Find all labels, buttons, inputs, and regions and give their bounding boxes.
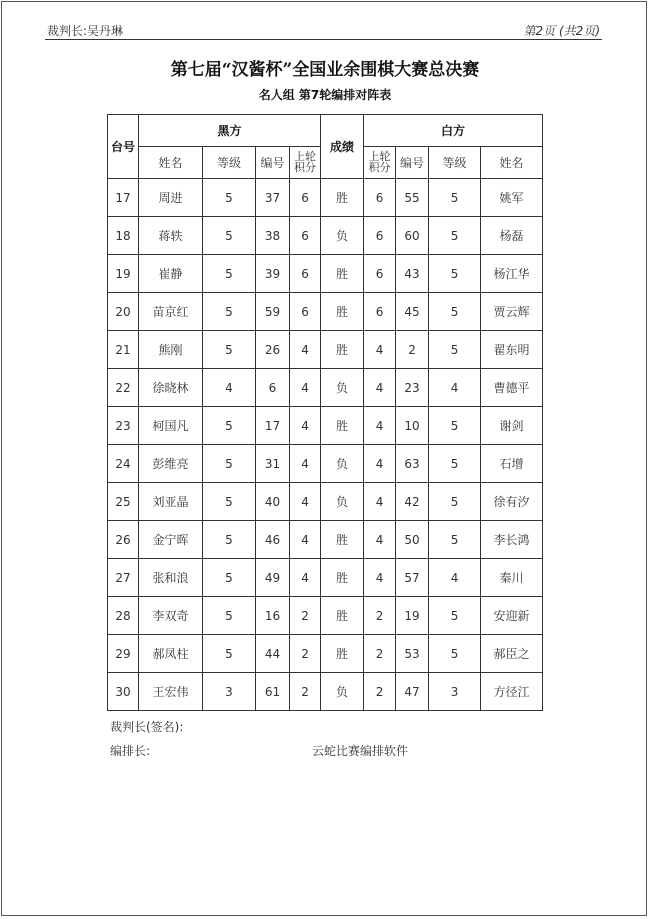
- cell-black-prev-score: 4: [290, 407, 321, 445]
- cell-black-prev-score: 4: [290, 369, 321, 407]
- cell-white-number: 53: [396, 635, 429, 673]
- cell-result: 胜: [321, 331, 364, 369]
- cell-black-number: 26: [256, 331, 290, 369]
- cell-black-number: 46: [256, 521, 290, 559]
- prev-score-top: 上轮: [294, 150, 316, 163]
- prev-score-bottom: 积分: [294, 161, 316, 174]
- cell-black-name: 柯国凡: [139, 407, 203, 445]
- cell-black-number: 44: [256, 635, 290, 673]
- table-row: [108, 255, 543, 293]
- cell-white-grade: 5: [429, 635, 481, 673]
- cell-black-name: 张和浪: [139, 559, 203, 597]
- col-white-group: 白方: [364, 115, 543, 147]
- cell-black-number: 59: [256, 293, 290, 331]
- table-row: [108, 521, 543, 559]
- cell-white-name: 方径江: [481, 673, 543, 711]
- cell-result: 胜: [321, 597, 364, 635]
- cell-result: 负: [321, 445, 364, 483]
- cell-white-prev-score: 4: [364, 407, 396, 445]
- cell-result: 负: [321, 217, 364, 255]
- cell-table-no: 20: [108, 293, 139, 331]
- cell-white-grade: 5: [429, 179, 481, 217]
- cell-white-name: 贾云辉: [481, 293, 543, 331]
- cell-black-grade: 5: [203, 407, 256, 445]
- cell-result: 胜: [321, 635, 364, 673]
- cell-white-name: 安迎新: [481, 597, 543, 635]
- cell-table-no: 30: [108, 673, 139, 711]
- col-black-grade: 等级: [203, 147, 256, 179]
- header-referee: 裁判长:吴丹琳: [47, 24, 124, 38]
- cell-black-name: 金宁晖: [139, 521, 203, 559]
- col-black-group: 黑方: [139, 115, 321, 147]
- cell-white-name: 谢剑: [481, 407, 543, 445]
- cell-black-number: 40: [256, 483, 290, 521]
- cell-black-number: 37: [256, 179, 290, 217]
- cell-black-grade: 5: [203, 293, 256, 331]
- cell-black-number: 49: [256, 559, 290, 597]
- cell-black-prev-score: 6: [290, 217, 321, 255]
- table-row: [108, 407, 543, 445]
- cell-table-no: 24: [108, 445, 139, 483]
- table-row: [108, 635, 543, 673]
- cell-black-number: 31: [256, 445, 290, 483]
- col-white-number: 编号: [396, 147, 429, 179]
- cell-black-grade: 5: [203, 217, 256, 255]
- cell-white-grade: 5: [429, 445, 481, 483]
- cell-white-number: 23: [396, 369, 429, 407]
- cell-table-no: 26: [108, 521, 139, 559]
- cell-white-number: 2: [396, 331, 429, 369]
- cell-white-number: 45: [396, 293, 429, 331]
- cell-white-prev-score: 4: [364, 369, 396, 407]
- table-row: [108, 217, 543, 255]
- cell-table-no: 22: [108, 369, 139, 407]
- cell-white-grade: 5: [429, 293, 481, 331]
- cell-white-number: 43: [396, 255, 429, 293]
- cell-black-number: 16: [256, 597, 290, 635]
- cell-black-name: 崔静: [139, 255, 203, 293]
- cell-result: 胜: [321, 179, 364, 217]
- cell-white-prev-score: 6: [364, 255, 396, 293]
- cell-white-prev-score: 6: [364, 217, 396, 255]
- table-row: [108, 483, 543, 521]
- cell-black-grade: 5: [203, 597, 256, 635]
- cell-white-name: 杨江华: [481, 255, 543, 293]
- cell-black-prev-score: 6: [290, 293, 321, 331]
- cell-white-prev-score: 6: [364, 179, 396, 217]
- cell-result: 胜: [321, 255, 364, 293]
- cell-white-grade: 5: [429, 217, 481, 255]
- cell-white-grade: 5: [429, 483, 481, 521]
- cell-black-prev-score: 2: [290, 597, 321, 635]
- document-subtitle: 名人组 第7轮编排对阵表: [258, 88, 392, 102]
- cell-black-prev-score: 2: [290, 635, 321, 673]
- cell-white-prev-score: 2: [364, 635, 396, 673]
- cell-white-number: 50: [396, 521, 429, 559]
- footer-arranger: 编排长:: [110, 744, 151, 758]
- cell-white-number: 57: [396, 559, 429, 597]
- table-row: [108, 673, 543, 711]
- table-row: [108, 293, 543, 331]
- cell-black-number: 38: [256, 217, 290, 255]
- cell-white-grade: 5: [429, 255, 481, 293]
- cell-white-prev-score: 4: [364, 445, 396, 483]
- cell-black-number: 61: [256, 673, 290, 711]
- cell-black-name: 李双奇: [139, 597, 203, 635]
- table-row: [108, 559, 543, 597]
- cell-white-number: 19: [396, 597, 429, 635]
- cell-table-no: 25: [108, 483, 139, 521]
- cell-black-prev-score: 4: [290, 559, 321, 597]
- cell-white-grade: 3: [429, 673, 481, 711]
- table-row: [108, 369, 543, 407]
- cell-table-no: 27: [108, 559, 139, 597]
- col-black-name: 姓名: [139, 147, 203, 179]
- cell-black-prev-score: 4: [290, 331, 321, 369]
- prev-score-top: 上轮: [368, 150, 391, 163]
- cell-white-name: 徐有汐: [481, 483, 543, 521]
- cell-black-name: 蒋轶: [139, 217, 203, 255]
- table-row: [108, 331, 543, 369]
- cell-table-no: 29: [108, 635, 139, 673]
- table-row: [108, 597, 543, 635]
- cell-black-name: 周进: [139, 179, 203, 217]
- cell-result: 胜: [321, 559, 364, 597]
- cell-white-number: 63: [396, 445, 429, 483]
- cell-black-grade: 5: [203, 255, 256, 293]
- cell-white-name: 秦川: [481, 559, 543, 597]
- cell-black-prev-score: 4: [290, 521, 321, 559]
- cell-black-grade: 5: [203, 521, 256, 559]
- cell-white-name: 郝臣之: [481, 635, 543, 673]
- cell-white-number: 60: [396, 217, 429, 255]
- cell-black-prev-score: 4: [290, 483, 321, 521]
- cell-white-grade: 4: [429, 369, 481, 407]
- cell-white-prev-score: 4: [364, 559, 396, 597]
- cell-table-no: 19: [108, 255, 139, 293]
- cell-result: 胜: [321, 521, 364, 559]
- cell-result: 胜: [321, 407, 364, 445]
- cell-black-grade: 5: [203, 179, 256, 217]
- cell-white-prev-score: 2: [364, 597, 396, 635]
- cell-table-no: 21: [108, 331, 139, 369]
- cell-black-prev-score: 6: [290, 179, 321, 217]
- cell-result: 胜: [321, 293, 364, 331]
- cell-result: 负: [321, 483, 364, 521]
- cell-table-no: 17: [108, 179, 139, 217]
- col-black-prev-score: [290, 147, 321, 179]
- col-white-grade: 等级: [429, 147, 481, 179]
- cell-white-name: 曹德平: [481, 369, 543, 407]
- prev-score-bottom: 积分: [368, 161, 391, 174]
- cell-black-name: 王宏伟: [139, 673, 203, 711]
- cell-black-number: 17: [256, 407, 290, 445]
- table-row: [108, 445, 543, 483]
- cell-white-prev-score: 6: [364, 293, 396, 331]
- cell-white-number: 10: [396, 407, 429, 445]
- cell-result: 负: [321, 369, 364, 407]
- cell-white-prev-score: 4: [364, 331, 396, 369]
- cell-black-grade: 5: [203, 445, 256, 483]
- cell-black-name: 徐晓林: [139, 369, 203, 407]
- cell-table-no: 28: [108, 597, 139, 635]
- cell-table-no: 23: [108, 407, 139, 445]
- footer-software: 云蛇比赛编排软件: [312, 744, 409, 758]
- cell-white-name: 姚军: [481, 179, 543, 217]
- cell-white-prev-score: 2: [364, 673, 396, 711]
- cell-black-number: 6: [256, 369, 290, 407]
- cell-black-grade: 5: [203, 483, 256, 521]
- cell-white-number: 55: [396, 179, 429, 217]
- table-body: [108, 179, 543, 711]
- cell-white-grade: 5: [429, 521, 481, 559]
- cell-black-name: 郝凤柱: [139, 635, 203, 673]
- cell-white-grade: 5: [429, 331, 481, 369]
- cell-black-prev-score: 2: [290, 673, 321, 711]
- cell-black-name: 苗京红: [139, 293, 203, 331]
- col-result: 成绩: [321, 115, 364, 179]
- pairing-table: [107, 114, 543, 711]
- header-row-top: [108, 115, 543, 147]
- header-divider: [45, 39, 602, 40]
- cell-white-grade: 5: [429, 407, 481, 445]
- cell-white-prev-score: 4: [364, 483, 396, 521]
- document-title: 第七届“汉酱杯”全国业余围棋大赛总决赛: [170, 60, 480, 80]
- cell-black-prev-score: 6: [290, 255, 321, 293]
- cell-white-number: 42: [396, 483, 429, 521]
- cell-black-name: 熊刚: [139, 331, 203, 369]
- cell-black-grade: 5: [203, 559, 256, 597]
- cell-white-prev-score: 4: [364, 521, 396, 559]
- col-black-number: 编号: [256, 147, 290, 179]
- cell-white-grade: 4: [429, 559, 481, 597]
- cell-black-prev-score: 4: [290, 445, 321, 483]
- cell-white-name: 李长鸿: [481, 521, 543, 559]
- cell-black-name: 刘亚晶: [139, 483, 203, 521]
- cell-black-grade: 5: [203, 635, 256, 673]
- col-table-no: 台号: [108, 115, 139, 179]
- cell-black-grade: 3: [203, 673, 256, 711]
- cell-black-grade: 5: [203, 331, 256, 369]
- cell-black-number: 39: [256, 255, 290, 293]
- table-row: [108, 179, 543, 217]
- col-white-name: 姓名: [481, 147, 543, 179]
- cell-white-name: 杨磊: [481, 217, 543, 255]
- cell-black-name: 彭维亮: [139, 445, 203, 483]
- col-white-prev-score: [364, 147, 396, 179]
- cell-result: 负: [321, 673, 364, 711]
- cell-white-name: 石增: [481, 445, 543, 483]
- cell-white-number: 47: [396, 673, 429, 711]
- cell-white-name: 翟东明: [481, 331, 543, 369]
- cell-table-no: 18: [108, 217, 139, 255]
- cell-black-grade: 4: [203, 369, 256, 407]
- header-page-number: 第2页 (共2页): [523, 24, 600, 38]
- cell-white-grade: 5: [429, 597, 481, 635]
- footer-referee-signature: 裁判长(签名):: [110, 720, 184, 734]
